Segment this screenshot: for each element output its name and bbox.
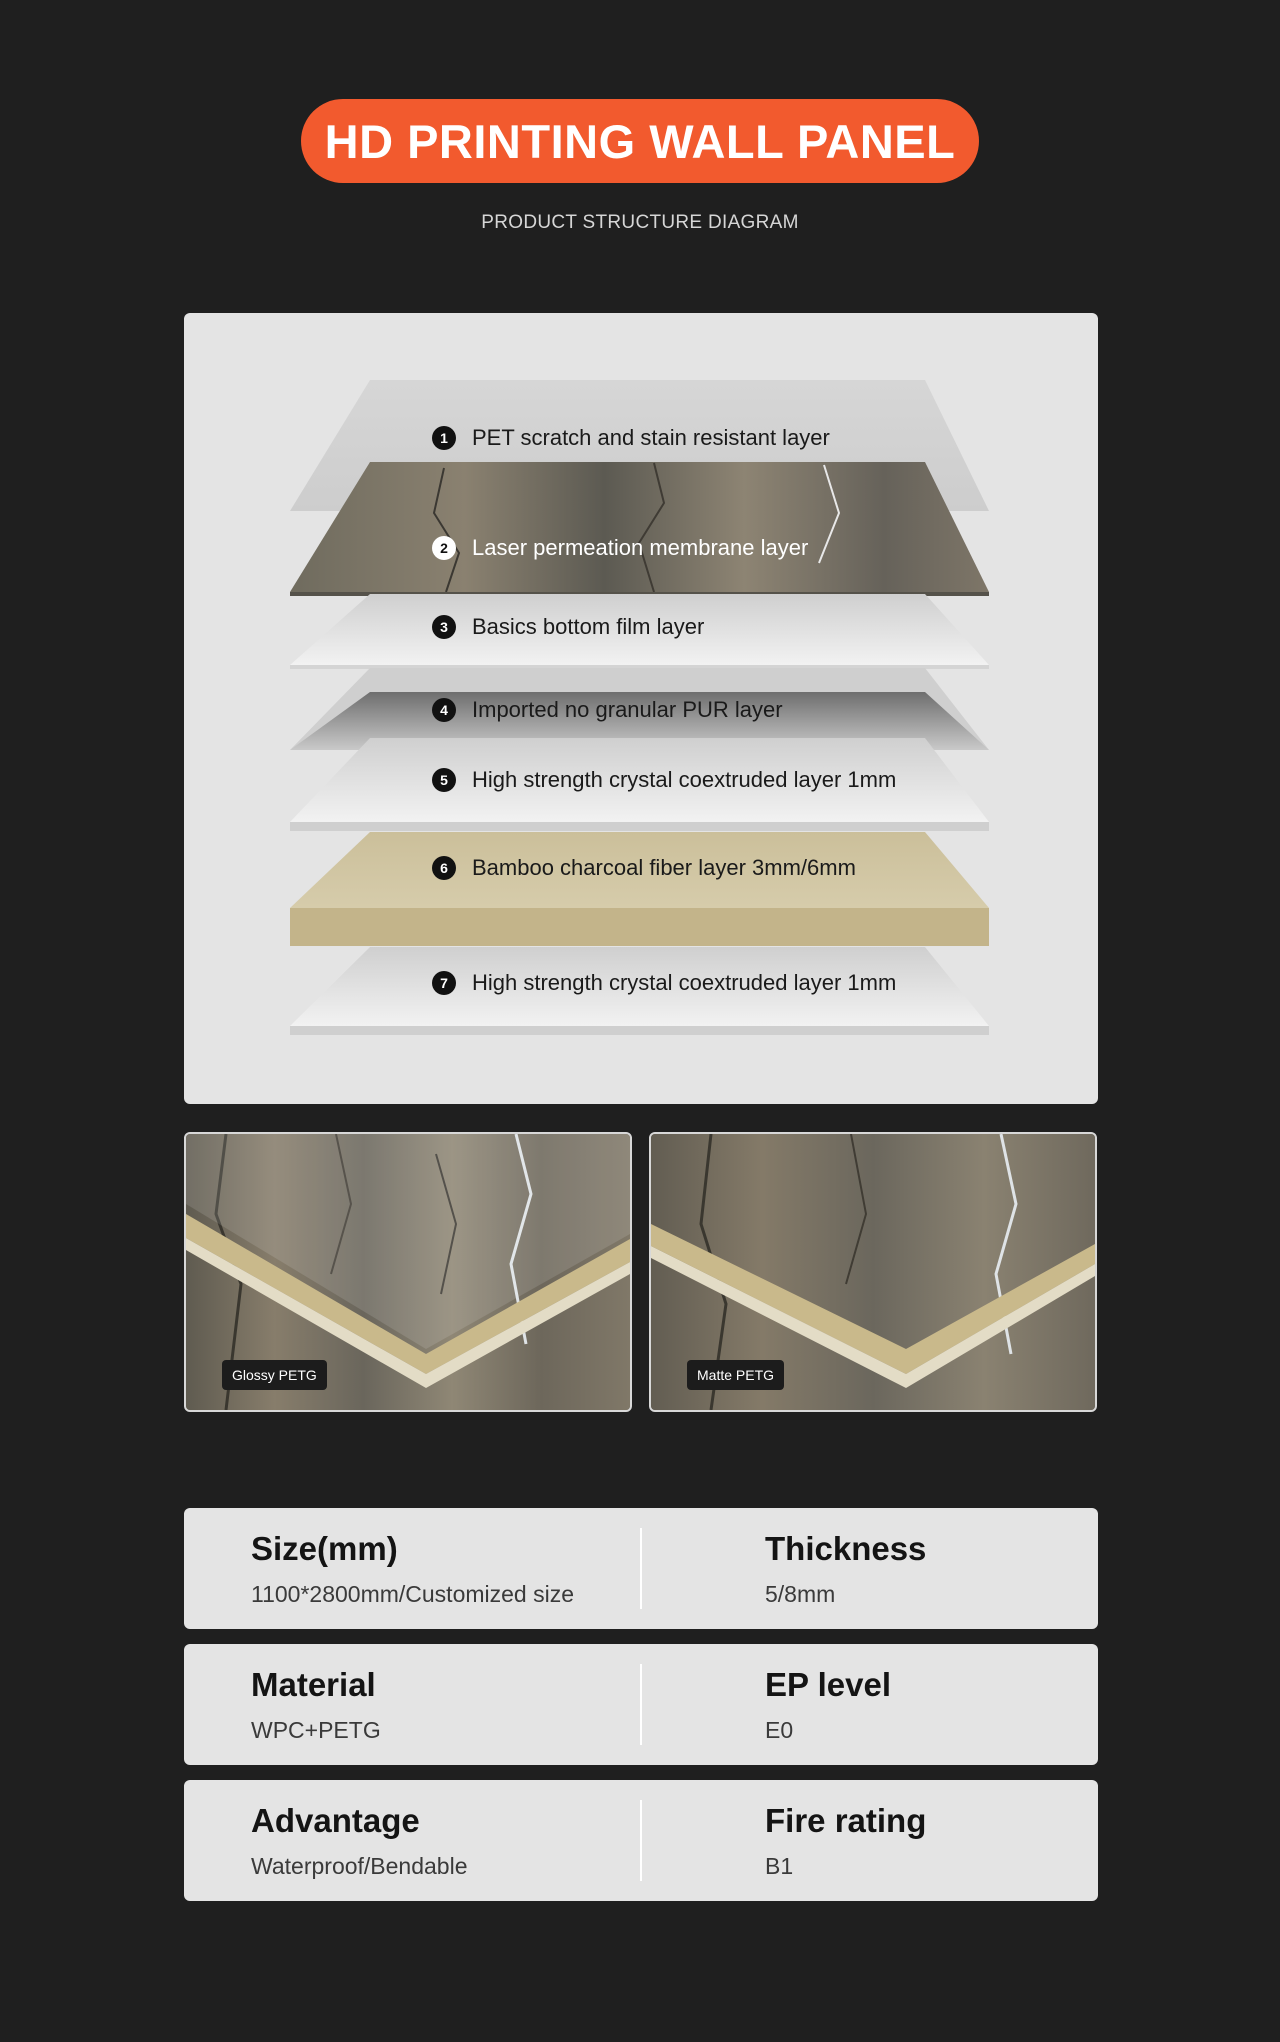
layer-2-sheet	[290, 462, 989, 592]
spec-value: B1	[765, 1853, 794, 1879]
spec-value: 1100*2800mm/Customized size	[251, 1581, 575, 1607]
spec-row-size	[184, 1508, 1098, 1629]
layer-6-edge	[290, 908, 989, 946]
layer-5-edge	[290, 822, 989, 831]
spec-label: Size(mm)	[251, 1530, 398, 1567]
layer-name-7: High strength crystal coextruded layer 1mm	[472, 970, 897, 995]
layer-label-6	[432, 853, 856, 883]
spec-divider	[640, 1800, 642, 1881]
spec-label: EP level	[765, 1666, 891, 1703]
layer-name-2: Laser permeation membrane layer	[472, 535, 809, 560]
layer-name-3: Basics bottom film layer	[472, 614, 705, 639]
layer-number-3: 3	[432, 615, 456, 639]
layer-name-1: PET scratch and stain resistant layer	[472, 425, 830, 450]
spec-divider	[640, 1664, 642, 1745]
layer-label-4	[432, 695, 783, 725]
layer-name-6: Bamboo charcoal fiber layer 3mm/6mm	[472, 855, 856, 880]
spec-value: WPC+PETG	[251, 1717, 381, 1743]
layer-number-4: 4	[432, 698, 456, 722]
layer-number-6: 6	[432, 856, 456, 880]
glossy-sample-photo	[184, 1132, 632, 1412]
spec-label: Thickness	[765, 1530, 927, 1567]
matte-sample-photo	[649, 1132, 1097, 1412]
layer-7-edge	[290, 1026, 989, 1035]
layer-number-1: 1	[432, 426, 456, 450]
page-title: HD PRINTING WALL PANEL	[301, 99, 979, 183]
spec-label: Advantage	[251, 1802, 420, 1839]
spec-row-material	[184, 1644, 1098, 1765]
spec-label: Material	[251, 1666, 376, 1703]
glossy-sample-tag: Glossy PETG	[222, 1360, 327, 1390]
layer-number-5: 5	[432, 768, 456, 792]
layer-number-7: 7	[432, 971, 456, 995]
layer-label-2	[432, 533, 808, 563]
spec-value: E0	[765, 1717, 794, 1743]
layer-label-3	[432, 612, 704, 642]
spec-value: Waterproof/Bendable	[251, 1853, 468, 1879]
layer-name-5: High strength crystal coextruded layer 1mm	[472, 767, 897, 792]
matte-sample-tag: Matte PETG	[687, 1360, 784, 1390]
page-subtitle: PRODUCT STRUCTURE DIAGRAM	[481, 212, 799, 233]
spec-label: Fire rating	[765, 1802, 927, 1839]
structure-diagram	[184, 313, 1098, 1104]
spec-divider	[640, 1528, 642, 1609]
layer-number-2: 2	[432, 536, 456, 560]
spec-value: 5/8mm	[765, 1581, 836, 1607]
spec-row-advantage	[184, 1780, 1098, 1901]
layer-label-5	[432, 765, 896, 795]
layer-label-1	[432, 423, 830, 453]
layer-label-7	[432, 968, 896, 998]
layer-name-4: Imported no granular PUR layer	[472, 697, 783, 722]
